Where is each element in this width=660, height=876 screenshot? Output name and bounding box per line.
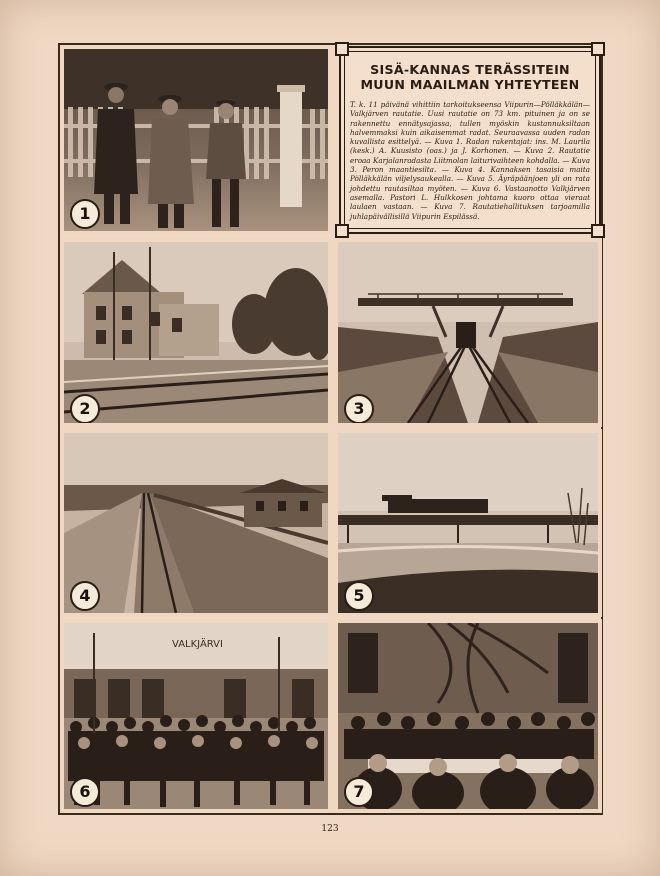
- corner-ornament: [591, 42, 605, 56]
- photo-3-bridge: [338, 242, 598, 423]
- photo-7-image: [338, 623, 598, 809]
- photo-number-badge: 2: [70, 394, 100, 423]
- photo-1-builders: [64, 49, 328, 231]
- article-title-line-2: MUUN MAAILMAN YHTEYTEEN: [360, 77, 580, 92]
- photo-4-track: [64, 433, 328, 613]
- photo-number-badge: 1: [70, 199, 100, 229]
- article-text-box: [339, 46, 601, 234]
- photo-cell-3: [334, 238, 602, 427]
- article-title-line-1: SISÄ-KANNAS TERÄSSITEIN: [370, 62, 570, 77]
- photo-3-image: [338, 242, 598, 423]
- photo-number-badge: 4: [70, 581, 100, 611]
- photo-cell-4: [60, 429, 332, 617]
- article-body: T. k. 11 päivänä vihittiin tarkoitukseensa Viipurin—Pölläkkälän—Valkjärven rautatie. Uusi rautatie on 73 km. pituinen ja on se rakennettu ennätysajassa, tullen myöskin kustannuksiltaan halvemmaksi kuin aikaisemmat radat. Seuraavassa uuden radan kuvallista esittelyä. — Kuva 1. Radan rakentajat: ins. M. Laurila (kesk.) A. Kuusisto (oas.) ja J. Korhonen. — Kuva 2. Rautatie eroaa Karjalanradasta Liitmolan laiturivaihteen kohdalla. — Kuva 3. Peron maantiesilta. — Kuva 4. Kannaksen tasaisia maita Pölläkkälän viljelysaukealla. — Kuva 5. Äyräpäänjoen yli on rata johdettu rautasiltaa myöten. — Kuva 6. Vastaanotto Valkjärven asemalla. Pastori L. Hulkkosen johtama kuoro ottaa vieraat laulaen vastaan. — Kuva 7. Rautatiehallituksen tarjoamilla juhlapäivällisillä Viipurin Espilässä.: [350, 100, 590, 221]
- photo-cell-6: [60, 619, 332, 813]
- corner-ornament: [335, 224, 349, 238]
- corner-ornament: [335, 42, 349, 56]
- photo-number-badge: 7: [344, 777, 374, 807]
- photo-number-badge: 3: [344, 394, 374, 423]
- page-number: 123: [321, 824, 339, 834]
- photo-cell-1: [60, 45, 332, 235]
- photo-2-image: [64, 242, 328, 423]
- photo-cell-7: [334, 619, 602, 813]
- photo-4-image: [64, 433, 328, 613]
- photo-6-reception: [64, 623, 328, 809]
- photo-number-badge: 5: [344, 581, 374, 611]
- article-title: [350, 62, 590, 92]
- corner-ornament: [591, 224, 605, 238]
- photo-cell-2: [60, 238, 332, 427]
- photo-2-station: [64, 242, 328, 423]
- photo-5-river-bridge: [338, 433, 598, 613]
- photo-5-image: [338, 433, 598, 613]
- photo-6-image: [64, 623, 328, 809]
- photo-1-image: [64, 49, 328, 231]
- station-sign: VALKJÄRVI: [172, 639, 223, 650]
- photo-cell-5: [334, 429, 602, 617]
- photo-7-banquet: [338, 623, 598, 809]
- photo-number-badge: 6: [70, 777, 100, 807]
